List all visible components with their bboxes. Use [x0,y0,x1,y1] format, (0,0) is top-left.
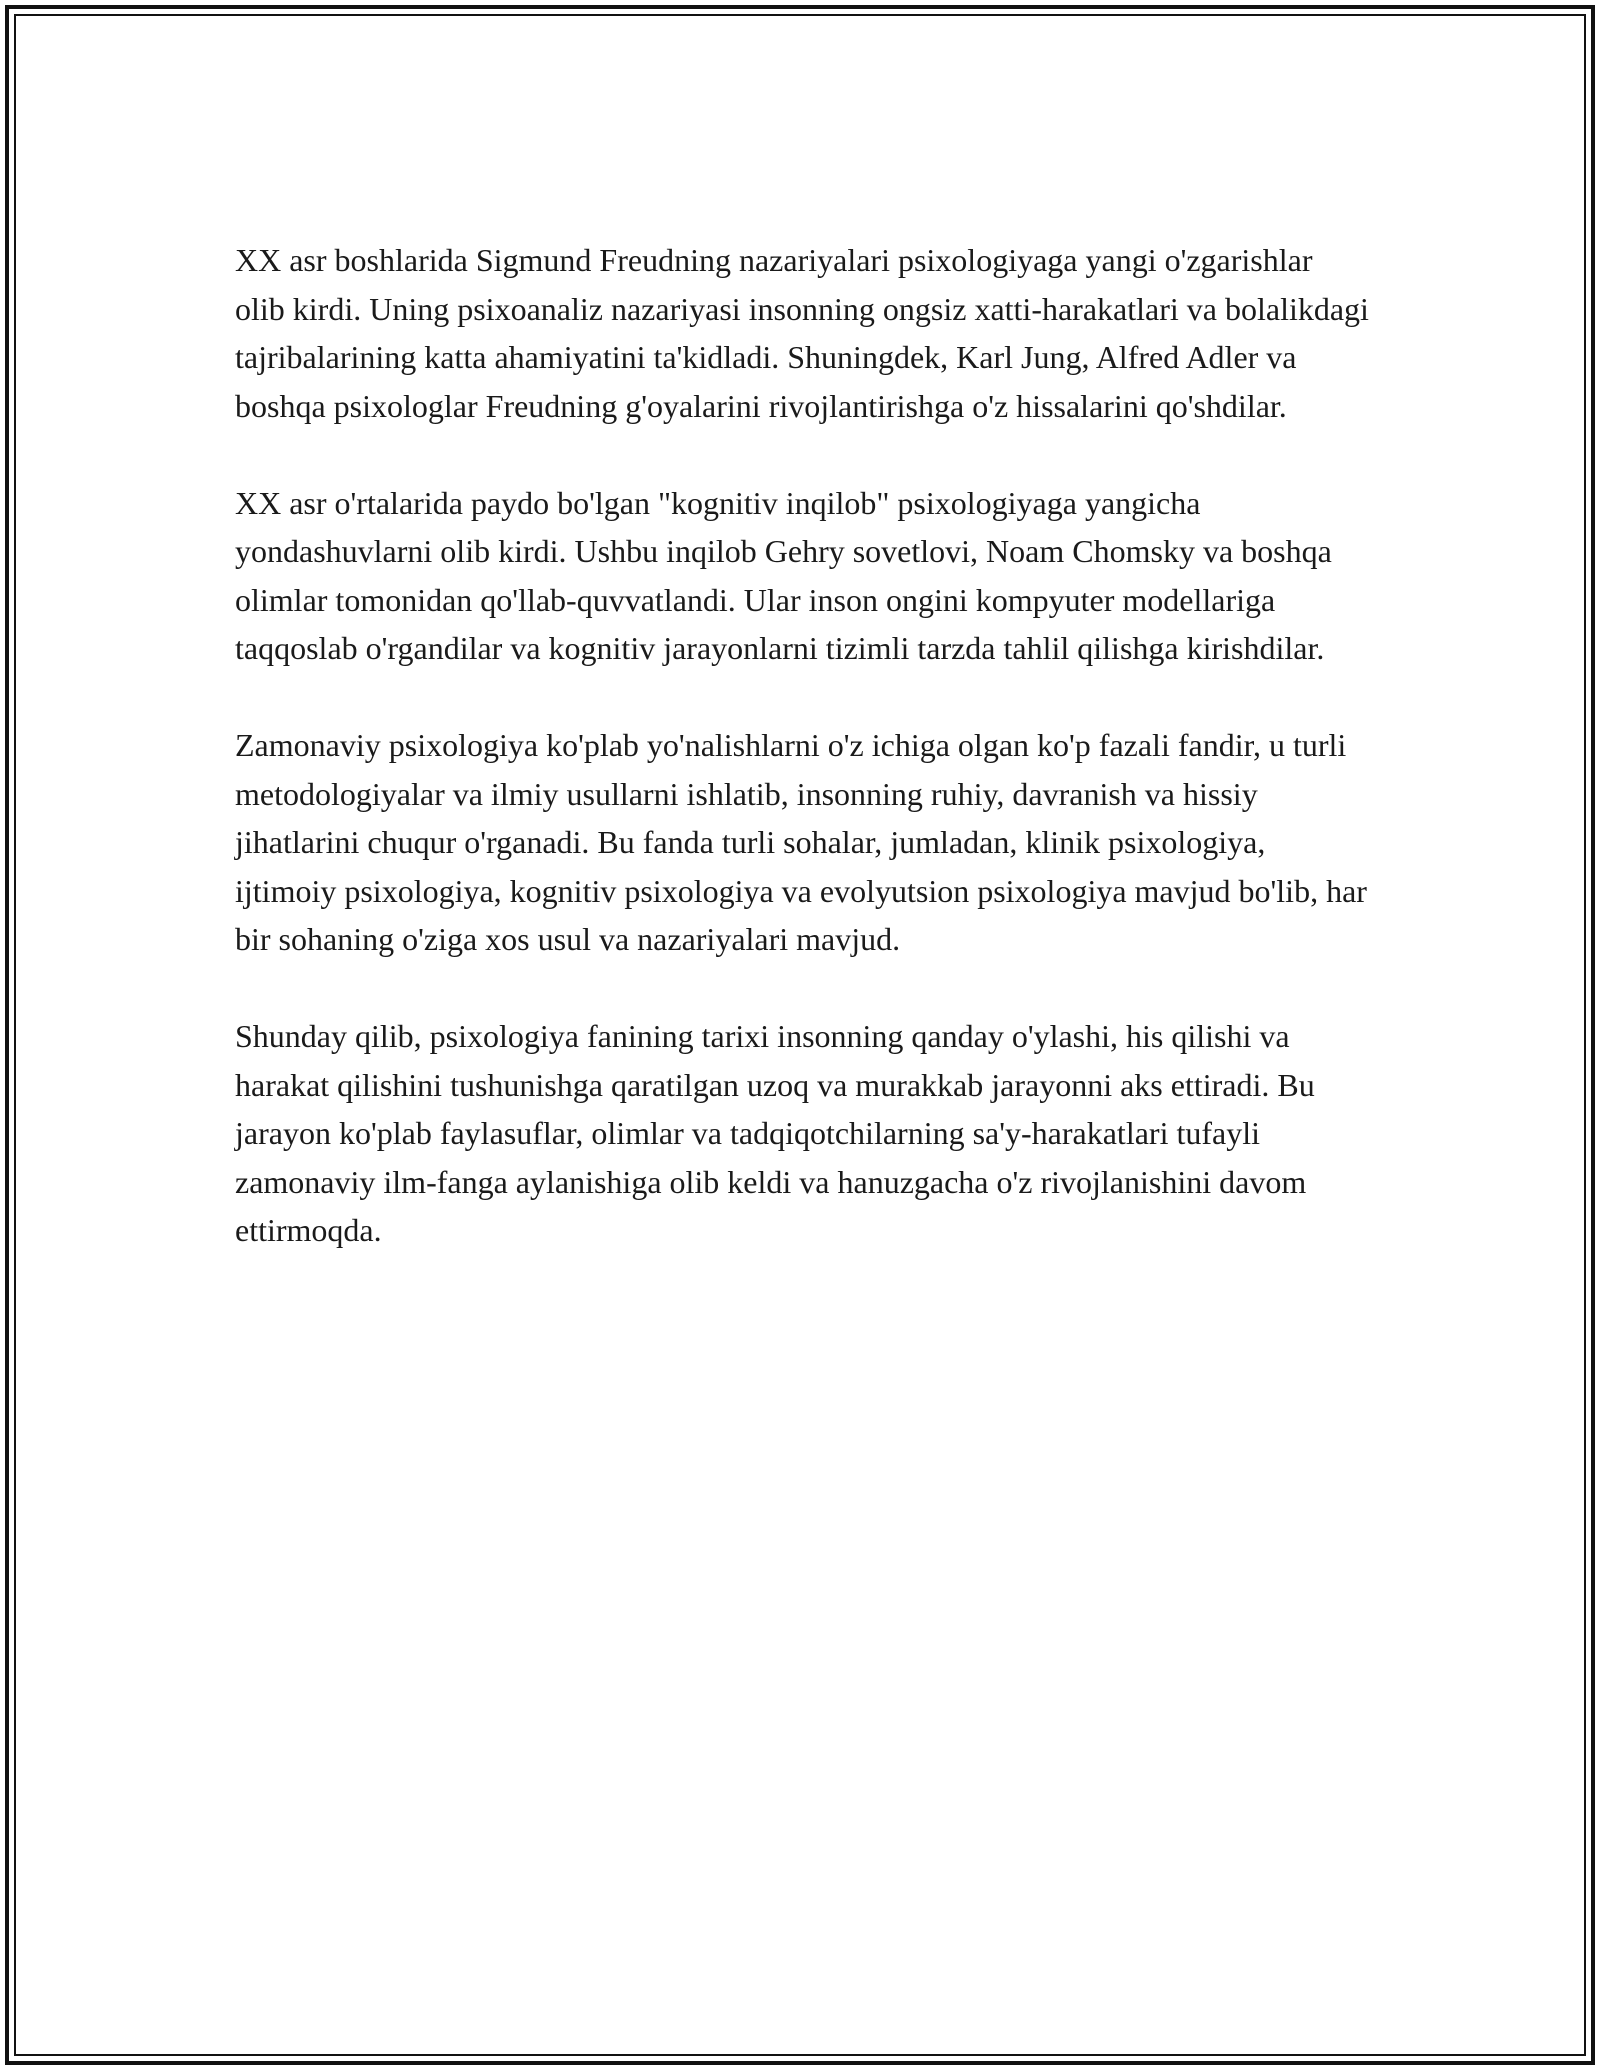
paragraph-2: XX asr o'rtalarida paydo bo'lgan "kognitiv inqilob" psixologiyaga yangicha yondashuvlarni olib kirdi. Ushbu inqilob Gehry sovetlovi, Noam Chomsky va boshqa olimlar tomonidan qo'llab-quvvatlandi. Ular inson ongini kompyuter modellariga taqqoslab o'rgandilar va kognitiv jarayonlarni tizimli tarzda tahlil qilishga kirishdilar. [235,484,1332,666]
paragraph-1: XX asr boshlarida Sigmund Freudning nazariyalari psixologiyaga yangi o'zgarishlar olib kirdi. Uning psixoanaliz nazariyasi insonning ongsiz xatti-harakatlari va bolalikdagi tajribalarining katta ahamiyatini ta'kidladi. Shuningdek, Karl Jung, Alfred Adler va boshqa psixologlar Freudning g'oyalarini rivojlantirishga o'z hissalarini qo'shdilar. [235,242,1369,424]
paragraph-3: Zamonaviy psixologiya ko'plab yo'nalishlarni o'z ichiga olgan ko'p fazali fandir, u turli metodologiyalar va ilmiy usullarni ishlatib, insonning ruhiy, davranish va hissiy jihatlarini chuqur o'rganadi. Bu fanda turli sohalar, jumladan, klinik psixologiya, ijtimoiy psixologiya, kognitiv psixologiya va evolyutsion psixologiya mavjud bo'lib, har bir sohaning o'ziga xos usul va nazariyalari mavjud. [235,727,1367,957]
document-body [235,236,1370,1303]
paragraph-4: Shunday qilib, psixologiya fanining tarixi insonning qanday o'ylashi, his qilishi va harakat qilishini tushunishga qaratilgan uzoq va murakkab jarayonni aks ettiradi. Bu jarayon ko'plab faylasuflar, olimlar va tadqiqotchilarning sa'y-harakatlari tufayli zamonaviy ilm-fanga aylanishiga olib keldi va hanuzgacha o'z rivojlanishini davom ettirmoqda. [235,1018,1315,1248]
